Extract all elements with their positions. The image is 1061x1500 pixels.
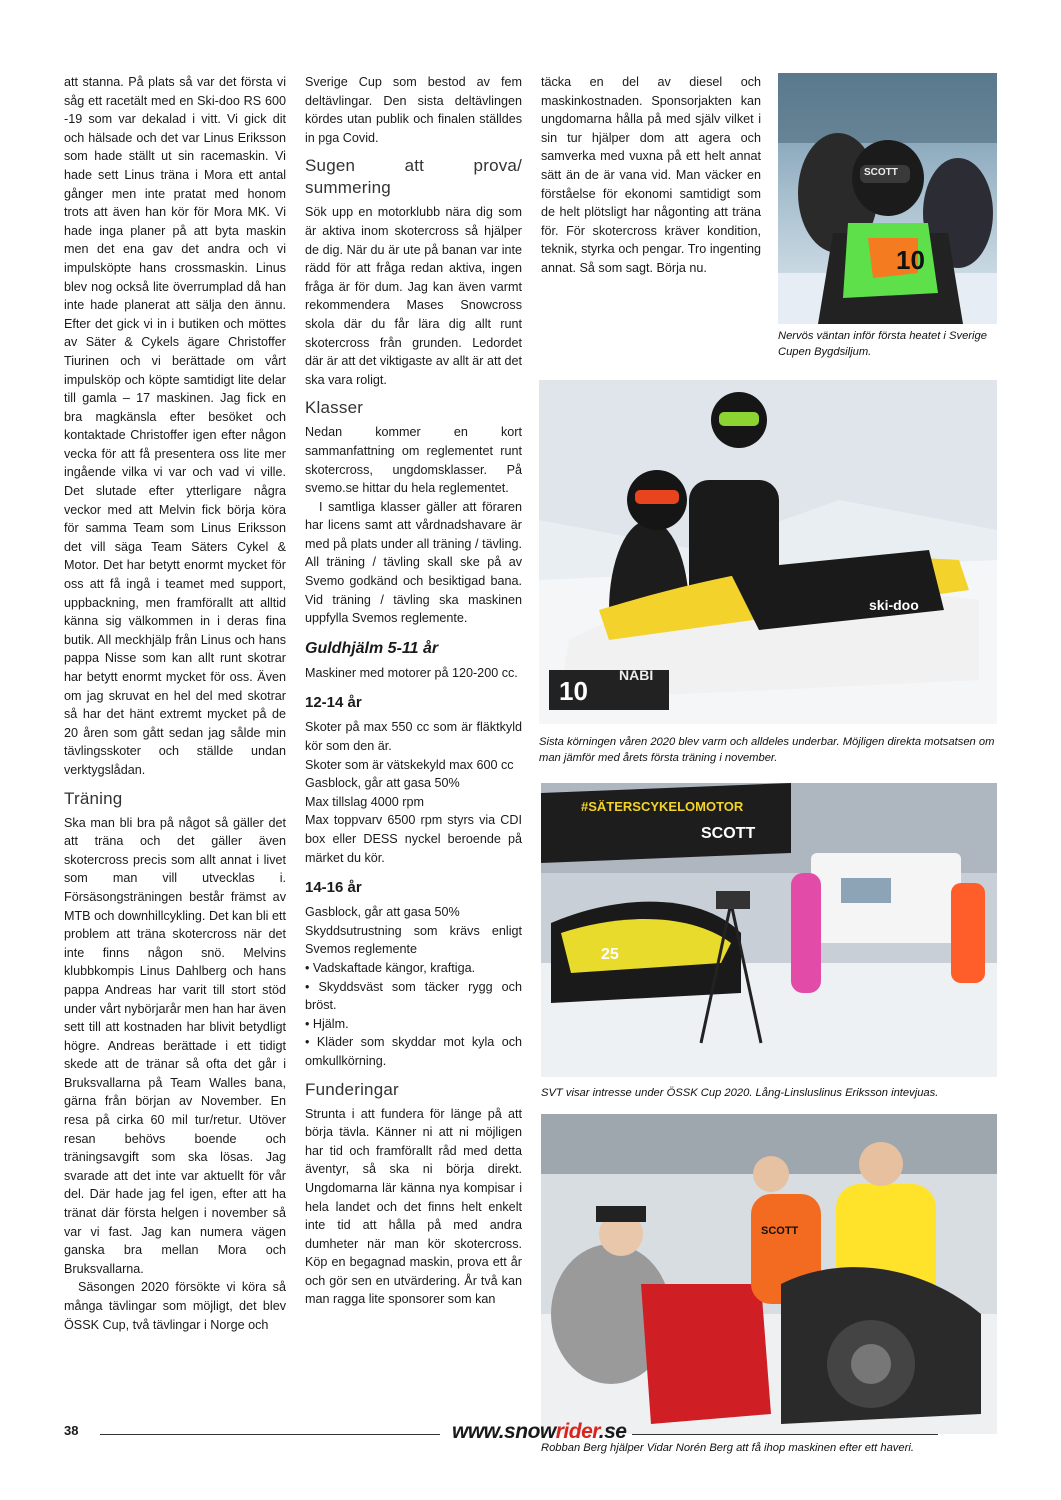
photo-repair-brand: SCOTT (761, 1225, 799, 1237)
article-column-3 (541, 73, 761, 278)
body-paragraph: Sök upp en motorklubb nära dig som är aktiva inom skotercross så hjälper de dig. När du är ute på banan var inte rädd för att fråga redan aktiva, ingen fråga är för dum. Jag kan även varmt rekommendera Mases Snowcross skola där du får lära dig allt runt skotercross från grunden. Ledordet där är att det viktigaste av allt är att det ska vara roligt. (305, 205, 523, 387)
body-paragraph: Strunta i att fundera för länge på att börja tävla. Känner ni att ni möjligen har tid och framförallt råd med detta äventyr, så ska ni börja direkt. Ungdomarna lär känna nya kompisar i hela landet och det finns helt enkelt inte tid att hålla på med andra dumheter när man kör skotercross. Köp en begagnad maskin, prova ett år och gör sen en utvärdering. År två kan man ragga lite sponsorer som kan (305, 1106, 522, 1307)
rule-line: Skoter som är vätskekyld max 600 cc (305, 757, 514, 772)
footer-divider-right (632, 1434, 938, 1435)
section-heading-guldhjalm: Guldhjälm 5-11 år (305, 639, 439, 657)
footer-logo-part-c: .se (598, 1420, 627, 1443)
rule-line: • Vadskaftade kängor, kraftiga. (305, 960, 476, 975)
photo-rider-helmet-graphic (778, 73, 997, 324)
body-paragraph: Säsongen 2020 försökte vi köra så många tävlingar som möjligt, det blev ÖSSK Cup, två tävlingar i Norge och (64, 1280, 286, 1332)
photo-repair-graphic (541, 1114, 997, 1434)
rule-line: • Skyddsväst som täcker rygg och bröst. (305, 979, 522, 1013)
footer-site-logo (452, 1420, 626, 1444)
caption-photo-4: Robban Berg hjälper Vidar Norén Berg att få ihop maskinen efter ett haveri. (541, 1442, 914, 1454)
section-heading-funderingar: Funderingar (305, 1079, 399, 1099)
body-paragraph: att stanna. På plats så var det första vi såg ett racetält med en Ski-doo RS 600 -19 som var dekalad i vitt. Vi gick dit och hälsade och det var Linus Eriksson som hade ställt ut sin racemaskin. Vi hade sett Linus träna i Mora ett antal gånger men inte pratat med honom trots att även han kör för Mora MK. Vi hade inga planer på att byta maskin men det ena gav det andra och vi impulsköpte hans crossmaskin. Linus blev nog också lite överrumplad då han inte hade planerat att sälja den ännu. Efter det gick vi in i butiken och möttes av Säter & Cykels ägare Christoffer Tiurinen och vi berättade om vårt impulsköp och köpte samtidigt lite delar till gamla – 17 maskinen. Jag fick en bra magkänsla efter besöket och kontaktade Christoffer igen efter någon vecka för att få presentera oss lite mer ingående vilka vi var och vad vi ville. Det slutade efter ytterligare några veckor med att Melvin fick börja köra för samma Team som Linus Eriksson det vill säga Team Säters Cykel & Motor. Det har betytt enormt mycket för oss att få ingå i teamet med support, uppbackning, men framförallt att alltid känna sig välkommen in i deras fina butik. All meckhjälp från Linus och hans pappa Nisse som kan allt runt skotrar har betytt enormt mycket för oss. Även om jag skruvat en hel del med skotrar så har det hänt extremt mycket på de 20 åren som gått sedan jag sålde min tävlingsskoter och ställde undan verktygslådan. (64, 75, 286, 777)
photo-tent-banner: #SÄTERSCYKELOMOTOR (581, 799, 744, 814)
photo-race-tent-graphic (541, 783, 997, 1077)
caption-photo-2: Sista körningen våren 2020 blev varm och alldeles underbar. Möjligen direkta motsatsen om man jämför med årets första träning i november. (539, 736, 995, 764)
body-paragraph: Ska man bli bra på något så gäller det att träna och det gäller även skotercross precis som allt annat i livet som man vill utvecklas i. Försäsongsträningen består främst av MTB och downhillcykling. Det kan bli ett problem att träna skotercross när det inte finns någon snö. Melvins klubbkompis Linus Dahlberg och hans pappa Andreas har varit till stort stöd under vårt nybörjarår men han har även sett till att kostnaden har blivit betydligt högre. Andreas berättade i ett tidigt skede att de tränar så ofta det går i Bruksvallarna på Team Walles bana, gärna från början av November. En resa på cirka 60 mil tur/retur. Utöver resan behövs boende och träningsavgift som ska lösas. Jag svarade att det inte var aktuellt för vår del. Där hade jag fel igen, efter att ha tränat där första helgen i november så var vi fast. Jag kan numera vägen ganska bra mellan Mora och Bruksvallarna. (64, 815, 286, 1276)
photo-sled-number: 10 (559, 676, 588, 706)
body-paragraph: Nedan kommer en kort sammanfattning om reglementet runt skotercross, ungdomsklasser. På svemo.se hittar du hela reglementet. (305, 425, 522, 496)
photo-sled-brand: ski-doo (869, 597, 919, 613)
page-number: 38 (64, 1423, 79, 1438)
rule-line: • Kläder som skyddar mot kyla och omkullkörning. (305, 1035, 522, 1068)
section-heading-klasser: Klasser (305, 398, 364, 418)
body-paragraph: Maskiner med motorer på 120-200 cc. (305, 665, 518, 680)
photo-tent-number: 25 (601, 946, 619, 963)
photo-brand: SCOTT (864, 167, 898, 178)
caption-photo-1: Nervös väntan inför första heatet i Sverige Cupen Bygdsiljum. (778, 330, 987, 358)
photo-repair-snowmobile (541, 1114, 997, 1434)
body-paragraph: Sverige Cup som bestod av fem deltävlingar. Den sista deltävlingen kördes utan publik och finalen ställdes in pga Covid. (305, 75, 522, 145)
rule-line: Max tillslag 4000 rpm (305, 794, 424, 809)
photo-riders-snowmobile (539, 380, 997, 724)
section-heading-12-14: 12-14 år (305, 694, 362, 712)
rule-line: Skyddsutrustning som krävs enligt Svemos reglemente (305, 923, 522, 957)
section-heading-sugen: Sugen att prova/ summering (305, 156, 522, 198)
rule-line: • Hjälm. (305, 1016, 349, 1031)
photo-sled-name: NABI (619, 667, 654, 683)
rule-line: Max toppvarv 6500 rpm styrs via CDI box eller DESS nyckel beroende på märket du kör. (305, 813, 522, 865)
article-column-2 (305, 73, 522, 1309)
photo-riders-snowmobile-graphic (539, 380, 997, 724)
footer-logo-part-b: rider (555, 1420, 599, 1443)
photo-rider-helmet (778, 73, 997, 324)
body-paragraph: täcka en del av diesel och maskinkostnaden. Sponsorjakten kan ungdomarna hålla på med själv vilket i sin tur hjälper dom att agera och samverka med vuxna på ett helt annat sätt än de är vana vid. Man väcker en förståelse för ekonomi samtidigt som de helt plötsligt har någonting att träna för. För skotercross kräver kondition, teknik, styrka och pengar. Tro ingenting annat. Så som sagt. Börja nu. (541, 75, 761, 275)
rule-line: Skoter på max 550 cc som är fläktkyld kör som den är. (305, 720, 522, 754)
body-paragraph: I samtliga klasser gäller att föraren har licens samt att vårdnadshavare är med på plats under all träning / tävling. All träning / tävling skall ske på av Svemo godkänd och besiktigad bana. Vid träning / tävling ska maskinen uppfylla Svemos reglemente. (305, 499, 522, 626)
section-heading-traning: Träning (64, 788, 123, 808)
photo-race-tent-interview (541, 783, 997, 1077)
rule-line: Gasblock, går att gasa 50% (305, 776, 460, 791)
article-column-1 (64, 73, 286, 1334)
section-heading-14-16: 14-16 år (305, 879, 362, 897)
footer-divider-left (100, 1434, 440, 1435)
photo-number: 10 (896, 245, 925, 275)
rule-line: Gasblock, går att gasa 50% (305, 905, 460, 920)
caption-photo-3: SVT visar intresse under ÖSSK Cup 2020. Lång-Linsluslinus Eriksson intevjuas. (541, 1087, 939, 1099)
footer-logo-part-a: www.snow (452, 1420, 556, 1443)
photo-tent-brand: SCOTT (701, 825, 756, 842)
